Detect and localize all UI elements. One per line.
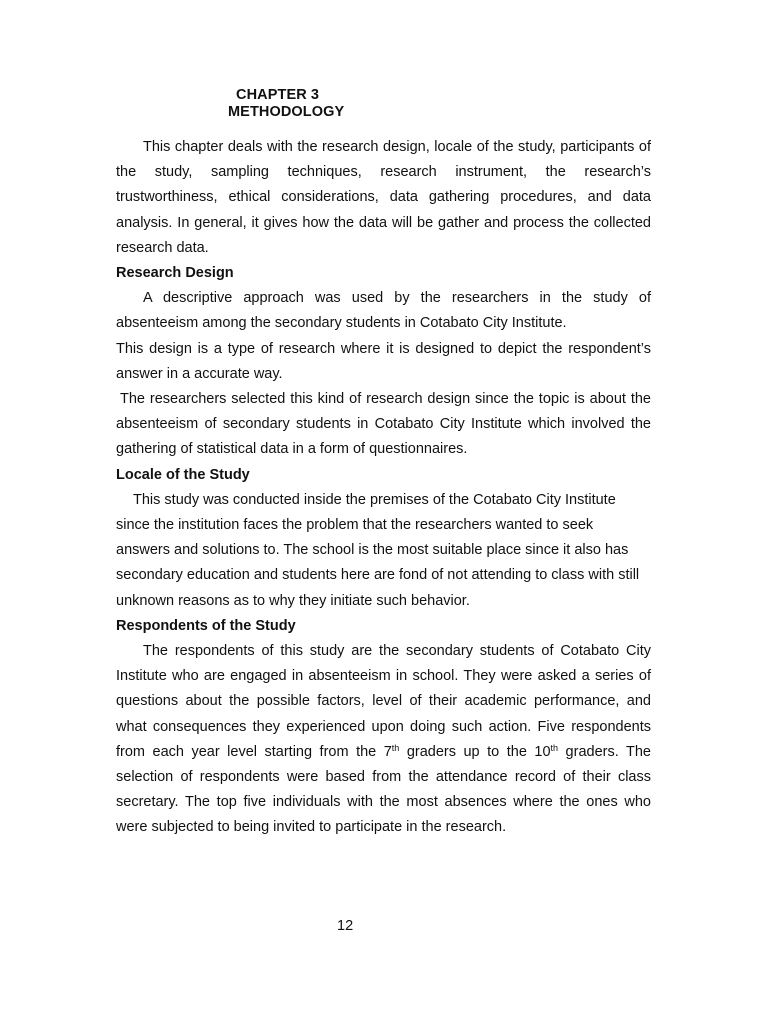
page-number: 12 [337,918,354,934]
respondents-heading: Respondents of the Study [116,617,296,634]
chapter-label: CHAPTER 3 [236,87,320,103]
research-design-paragraph-2: This design is a type of research where it is designed to depict the respondent’s answer in a accurate way. [116,340,651,382]
locale-heading: Locale of the Study [116,466,250,483]
research-design-heading: Research Design [116,265,234,282]
research-design-paragraph-3: The researchers selected this kind of research design since the topic is about the absenteeism of secondary students in Cotabato City Institute which involved the gathering of statistical data in a form of questionnaires. [116,391,651,458]
respondents-text-part-2: graders up to the 10 [399,743,551,760]
ordinal-superscript-7th: th [391,742,400,753]
locale-paragraph: This study was conducted inside the premises of the Cotabato City Institute since the institution faces the problem that the researchers wanted to seek answers and solutions to. The school is the most suitable place since it also has secondary education and students here are fond of not attending to class with still unknown reasons as to why they initiate such behavior. [116,491,640,609]
document-body [116,135,651,841]
intro-paragraph: This chapter deals with the research design, locale of the study, participants of the study, sampling techniques, research instrument, the research’s trustworthiness, ethical considerations, data gathering procedures, and data analysis. In general, it gives how the data will be gather and process the collected research data. [116,139,651,256]
respondents-text-part-3: graders. The selection of respondents were based from the attendance record of their class secretary. The top five individuals with the most absences where the ones who were subjected to being invited to participate in the research. [116,743,651,836]
research-design-paragraph-1: A descriptive approach was used by the researchers in the study of absenteeism among the secondary students in Cotabato City Institute. [116,290,651,332]
chapter-title: METHODOLOGY [228,104,345,120]
ordinal-superscript-10th: th [550,742,559,753]
respondents-text-part-1: The respondents of this study are the secondary students of Cotabato City Institute who are engaged in absenteeism in school. They were asked a series of questions about the possible factors, level of their academic performance, and what consequences they experienced upon doing such action. Five respondents from each year level starting from the 7 [116,643,651,760]
respondents-paragraph [116,639,651,841]
